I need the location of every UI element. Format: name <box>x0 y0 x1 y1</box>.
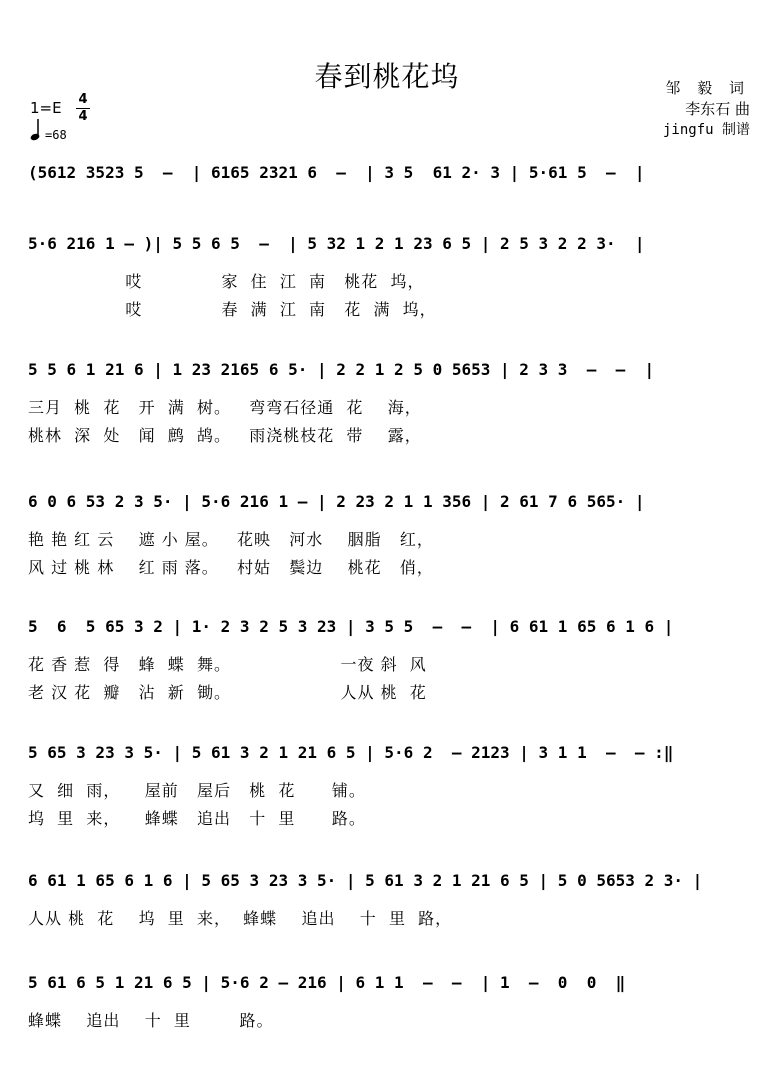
lyric-line-2: 桃林 深 处 闻 鹧 鸪。 雨浇桃枝花 带 露， <box>28 426 422 445</box>
time-signature-bottom: 4 <box>78 109 88 124</box>
composer-credit: 李东石 曲 <box>685 100 750 118</box>
page-title: 春到桃花坞 <box>314 60 460 93</box>
transcriber-credit: jingfu 制谱 <box>662 122 750 138</box>
lyric-line-1: 蜂蝶 追出 十 里 路。 <box>28 1011 274 1030</box>
lyric-line-1: 艳 艳 红 云 遮 小 屋。 花映 河水 胭脂 红， <box>28 530 434 549</box>
notation-line: 5 61 6 5 1 21 6 5 | 5·6 2 – 216 | 6 1 1 – – | 1 – 0 0 ‖ <box>28 973 626 992</box>
credits <box>663 78 750 141</box>
lyric-line-2: 风 过 桃 林 红 雨 落。 村姑 鬓边 桃花 俏， <box>28 558 434 577</box>
notation-line: 5·6 216 1 – )| 5 5 6 5 – | 5 32 1 2 1 23 6 5 | 2 5 3 2 2 3· | <box>28 234 645 253</box>
notation-line: 6 0 6 53 2 3 5· | 5·6 216 1 – | 2 23 2 1 1 356 | 2 61 7 6 565· | <box>28 492 645 511</box>
lyric-line-2: 老 汉 花 瓣 沾 新 锄。 人从 桃 花 <box>28 683 427 702</box>
lyric-line-2: 哎 春 满 江 南 花 满 坞， <box>28 300 437 319</box>
notation-line: 5 6 5 65 3 2 | 1· 2 3 2 5 3 23 | 3 5 5 – – | 6 61 1 65 6 1 6 | <box>28 617 674 636</box>
notation-line: 5 5 6 1 21 6 | 1 23 2165 6 5· | 2 2 1 2 5 0 5653 | 2 3 3 – – | <box>28 360 655 379</box>
notation-line: 5 65 3 23 3 5· | 5 61 3 2 1 21 6 5 | 5·6 2 – 2123 | 3 1 1 – – :‖ <box>28 743 674 762</box>
lyric-line-1: 花 香 惹 得 蜂 蝶 舞。 一夜 斜 风 <box>28 655 427 674</box>
notation-line: 6 61 1 65 6 1 6 | 5 65 3 23 3 5· | 5 61 3 2 1 21 6 5 | 5 0 5653 2 3· | <box>28 871 703 890</box>
lyric-line-1: 三月 桃 花 开 满 树。 弯弯石径通 花 海， <box>28 398 422 417</box>
lyricist-credit: 邹 毅 词 <box>665 79 750 97</box>
lyric-line-1: 哎 家 住 江 南 桃花 坞， <box>28 272 425 291</box>
lyric-line-1: 人从 桃 花 坞 里 来， 蜂蝶 追出 十 里 路， <box>28 909 453 928</box>
key-signature: 1=E <box>30 99 62 117</box>
time-signature-top: 4 <box>78 92 88 107</box>
lyric-line-2: 坞 里 来， 蜂蝶 追出 十 里 路。 <box>28 809 366 828</box>
notation-line: (5612 3523 5 – | 6165 2321 6 – | 3 5 61 2· 3 | 5·61 5 – | <box>28 163 645 182</box>
tempo-marking: =68 <box>45 128 67 142</box>
lyric-line-1: 又 细 雨， 屋前 屋后 桃 花 铺。 <box>28 781 366 800</box>
